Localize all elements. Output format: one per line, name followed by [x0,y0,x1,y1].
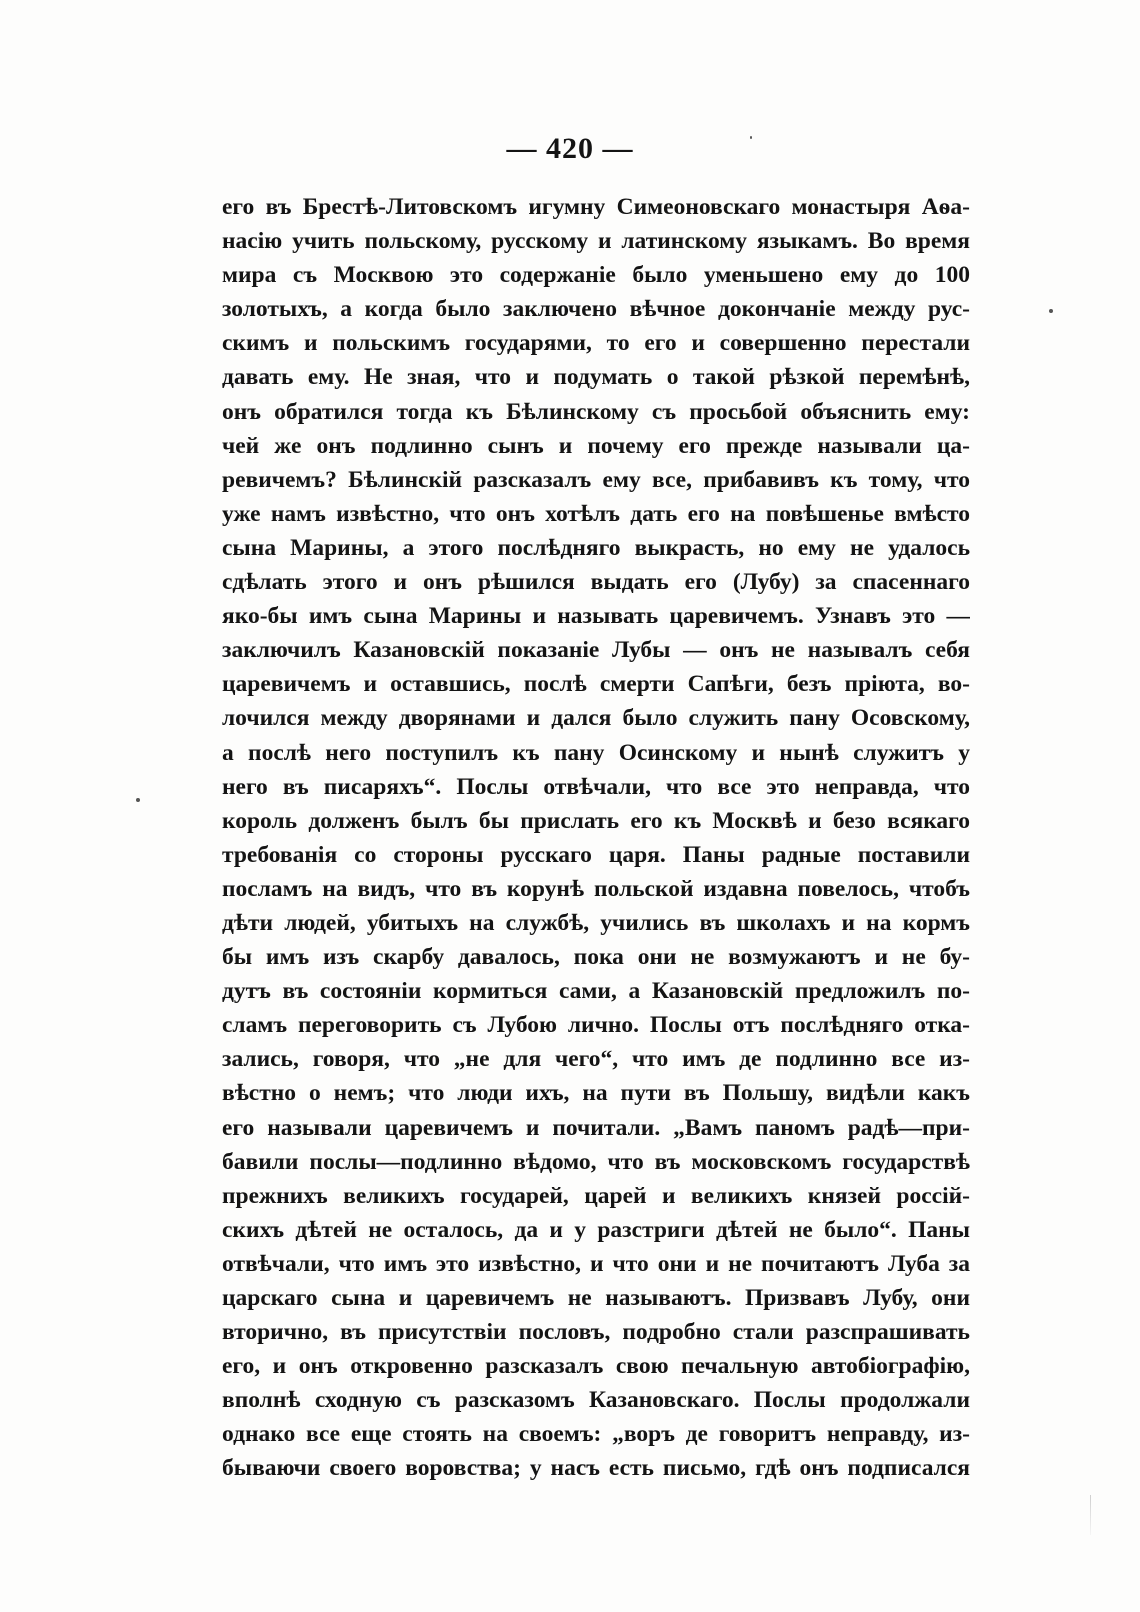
text-line: заключилъ Казановскій показаніе Лубы — онъ не называлъ себя [222,637,970,664]
text-line: а послѣ него поступилъ къ пану Осинскому и нынѣ служитъ у [222,739,970,766]
text-line: него въ писаряхъ“. Послы отвѣчали, что все это неправда, что [222,773,970,800]
text-line: посламъ на видъ, что въ корунѣ польской издавна повелось, чтобъ [222,875,970,902]
text-line: золотыхъ, а когда было заключено вѣчное докончаніе между рус- [222,296,970,323]
text-line: вполнѣ сходную съ разсказомъ Казановскаго. Послы продолжали [222,1387,970,1414]
text-line: дутъ въ состояніи кормиться сами, а Казановскій предложилъ по- [222,978,970,1005]
text-line: однако все еще стоять на своемъ: „воръ де говоритъ неправду, из- [222,1421,970,1448]
text-line: его въ Брестѣ-Литовскомъ игумну Симеоновскаго монастыря Аѳа- [222,194,970,220]
text-line: отвѣчали, что имъ это извѣстно, и что они и не почитаютъ Луба за [222,1250,970,1277]
text-line: вторично, въ присутствіи пословъ, подробно стали разспрашивать [222,1319,970,1346]
text-line: дѣти людей, убитыхъ на службѣ, учились въ школахъ и на кормъ [222,909,970,936]
text-line: ревичемъ? Бѣлинскій разсказалъ ему все, прибавивъ къ тому, что [222,466,970,493]
text-line: король долженъ былъ бы прислать его къ Москвѣ и безо всякаго [222,807,970,834]
text-line: сына Марины, а этого послѣдняго выкрасть, но ему не удалось [222,534,970,561]
scan-speck [1049,309,1053,313]
text-line: яко-бы имъ сына Марины и называть царевичемъ. Узнавъ это — [222,603,970,630]
text-line: вѣстно о немъ; что люди ихъ, на пути въ Польшу, видѣли какъ [222,1080,970,1107]
text-line: сдѣлать этого и онъ рѣшился выдать его (Лубу) за спасеннаго [222,569,970,596]
text-line: бы имъ изъ скарбу давалось, пока они не возмужаютъ и не бу- [222,944,970,971]
text-line: лочился между дворянами и дался было служить пану Осовскому, [222,705,970,732]
text-line: его, и онъ откровенно разсказалъ свою печальную автобіографію, [222,1353,970,1380]
text-line: уже намъ извѣстно, что онъ хотѣлъ дать его на повѣшенье вмѣсто [222,500,970,527]
text-line: давать ему. Не зная, что и подумать о такой рѣзкой перемѣнѣ, [222,364,970,391]
scan-speck [136,798,140,802]
scan-speck [750,136,752,139]
text-line: скимъ и польскимъ государями, то его и совершенно перестали [222,330,970,357]
text-line: скихъ дѣтей не осталось, да и у разстриги дѣтей не было“. Паны [222,1216,970,1243]
text-line: насію учить польскому, русскому и латинскому языкамъ. Во время [222,228,970,255]
text-line: зались, говоря, что „не для чего“, что имъ де подлинно все из- [222,1046,970,1073]
text-line: чей же онъ подлинно сынъ и почему его прежде называли ца- [222,432,970,459]
body-text [222,190,970,1560]
page-number: — 420 — [506,132,634,165]
text-line: царевичемъ и оставшись, послѣ смерти Сапѣги, безъ пріюта, во- [222,671,970,698]
text-line: его называли царевичемъ и почитали. „Вамъ паномъ радѣ—при- [222,1114,970,1141]
text-line: онъ обратился тогда къ Бѣлинскому съ просьбой объяснить ему: [222,398,970,425]
text-line: прежнихъ великихъ государей, царей и великихъ князей россій- [222,1182,970,1209]
text-line: царскаго сына и царевичемъ не называютъ. Призвавъ Лубу, они [222,1285,970,1311]
text-line: требованія со стороны русскаго царя. Паны радные поставили [222,841,970,868]
text-line: сламъ переговорить съ Лубою лично. Послы отъ послѣдняго отка- [222,1012,970,1039]
text-line: мира съ Москвою это содержаніе было уменьшено ему до 100 [222,262,970,289]
scan-edge-mark [1090,1495,1091,1535]
text-line: бавили послы—подлинно вѣдомо, что въ московскомъ государствѣ [222,1148,970,1175]
text-line: бываючи своего воровства; у насъ есть письмо, гдѣ онъ подписался [222,1455,970,1482]
